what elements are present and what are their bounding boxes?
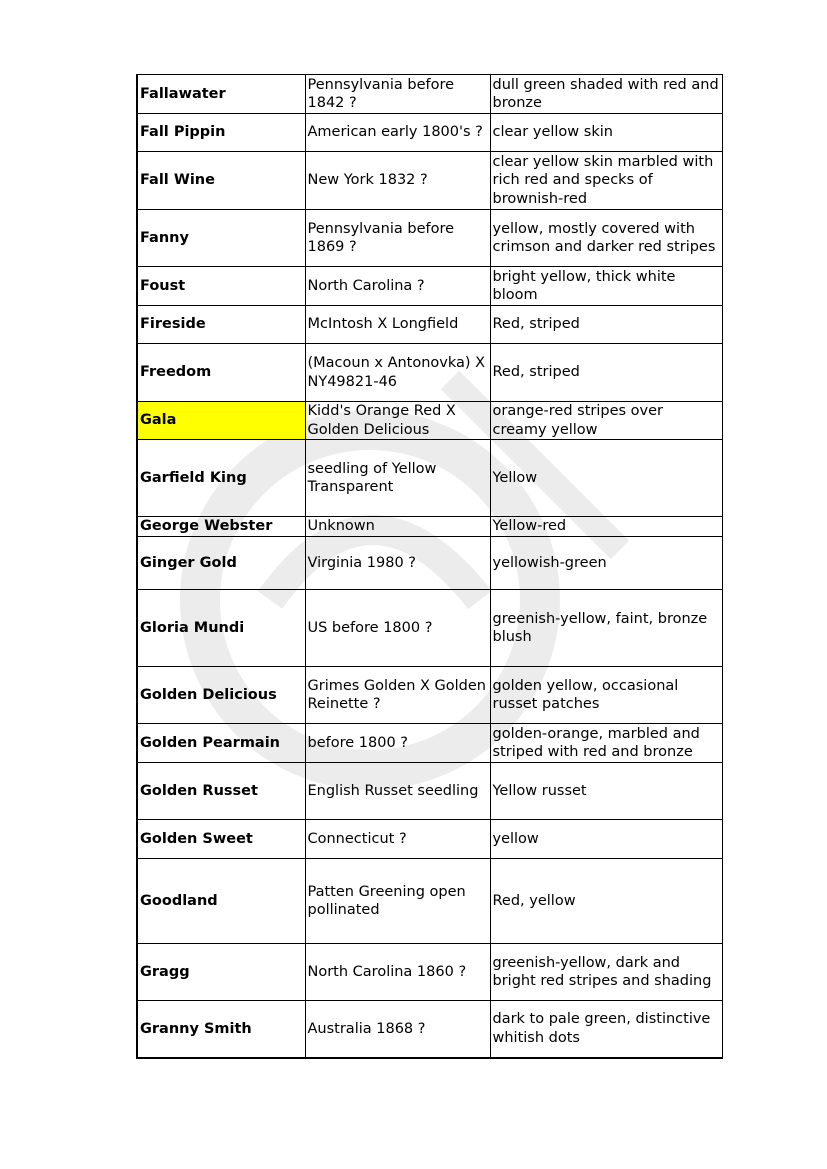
variety-origin: Pennsylvania before 1842 ? — [305, 75, 490, 114]
table-row — [137, 1001, 722, 1058]
variety-description: greenish-yellow, faint, bronze blush — [490, 590, 722, 667]
table-row — [137, 944, 722, 1001]
variety-origin: Grimes Golden X Golden Reinette ? — [305, 667, 490, 724]
variety-description: Yellow-red — [490, 517, 722, 537]
table-row — [137, 344, 722, 402]
variety-origin: McIntosh X Longfield — [305, 306, 490, 344]
variety-description: dull green shaded with red and bronze — [490, 75, 722, 114]
variety-description: Red, striped — [490, 306, 722, 344]
table-row — [137, 75, 722, 114]
table-row — [137, 517, 722, 537]
variety-origin: North Carolina ? — [305, 267, 490, 306]
table-body — [137, 75, 722, 1058]
variety-origin: Connecticut ? — [305, 820, 490, 859]
variety-name: Gala — [137, 402, 305, 440]
variety-description: Red, striped — [490, 344, 722, 402]
variety-description: clear yellow skin marbled with rich red and specks of brownish-red — [490, 152, 722, 210]
apple-varieties-table — [136, 74, 723, 1059]
variety-name: Gloria Mundi — [137, 590, 305, 667]
variety-name: Golden Sweet — [137, 820, 305, 859]
variety-description: greenish-yellow, dark and bright red stripes and shading — [490, 944, 722, 1001]
variety-description: yellow — [490, 820, 722, 859]
variety-description: yellowish-green — [490, 537, 722, 590]
variety-origin: English Russet seedling — [305, 763, 490, 820]
variety-name: George Webster — [137, 517, 305, 537]
variety-origin: Patten Greening open pollinated — [305, 859, 490, 944]
variety-description: orange-red stripes over creamy yellow — [490, 402, 722, 440]
table-row — [137, 114, 722, 152]
variety-name: Golden Russet — [137, 763, 305, 820]
variety-origin: North Carolina 1860 ? — [305, 944, 490, 1001]
table-row — [137, 724, 722, 763]
variety-name: Ginger Gold — [137, 537, 305, 590]
variety-description: bright yellow, thick white bloom — [490, 267, 722, 306]
variety-name: Garfield King — [137, 440, 305, 517]
variety-origin: (Macoun x Antonovka) X NY49821-46 — [305, 344, 490, 402]
variety-name: Golden Pearmain — [137, 724, 305, 763]
variety-origin: Pennsylvania before 1869 ? — [305, 210, 490, 267]
variety-description: golden-orange, marbled and striped with red and bronze — [490, 724, 722, 763]
table-row — [137, 210, 722, 267]
table-row — [137, 590, 722, 667]
table-row — [137, 152, 722, 210]
variety-name: Fall Wine — [137, 152, 305, 210]
table-row — [137, 537, 722, 590]
variety-origin: Kidd's Orange Red X Golden Delicious — [305, 402, 490, 440]
table-row — [137, 820, 722, 859]
variety-name: Goodland — [137, 859, 305, 944]
variety-origin: US before 1800 ? — [305, 590, 490, 667]
variety-description: Yellow russet — [490, 763, 722, 820]
table-row — [137, 763, 722, 820]
variety-origin: New York 1832 ? — [305, 152, 490, 210]
variety-origin: Virginia 1980 ? — [305, 537, 490, 590]
table-row — [137, 859, 722, 944]
variety-description: Red, yellow — [490, 859, 722, 944]
variety-description: dark to pale green, distinctive whitish dots — [490, 1001, 722, 1058]
variety-origin: Unknown — [305, 517, 490, 537]
variety-origin: American early 1800's ? — [305, 114, 490, 152]
variety-name: Gragg — [137, 944, 305, 1001]
variety-origin: seedling of Yellow Transparent — [305, 440, 490, 517]
variety-origin: before 1800 ? — [305, 724, 490, 763]
table-row — [137, 267, 722, 306]
table-row — [137, 440, 722, 517]
variety-description: golden yellow, occasional russet patches — [490, 667, 722, 724]
variety-name: Fallawater — [137, 75, 305, 114]
table-row — [137, 306, 722, 344]
variety-name: Freedom — [137, 344, 305, 402]
variety-name: Fireside — [137, 306, 305, 344]
variety-description: yellow, mostly covered with crimson and darker red stripes — [490, 210, 722, 267]
table-row — [137, 402, 722, 440]
variety-name: Foust — [137, 267, 305, 306]
variety-name: Fanny — [137, 210, 305, 267]
variety-description: clear yellow skin — [490, 114, 722, 152]
variety-name: Granny Smith — [137, 1001, 305, 1058]
variety-description: Yellow — [490, 440, 722, 517]
variety-name: Fall Pippin — [137, 114, 305, 152]
table-row — [137, 667, 722, 724]
variety-name: Golden Delicious — [137, 667, 305, 724]
variety-origin: Australia 1868 ? — [305, 1001, 490, 1058]
